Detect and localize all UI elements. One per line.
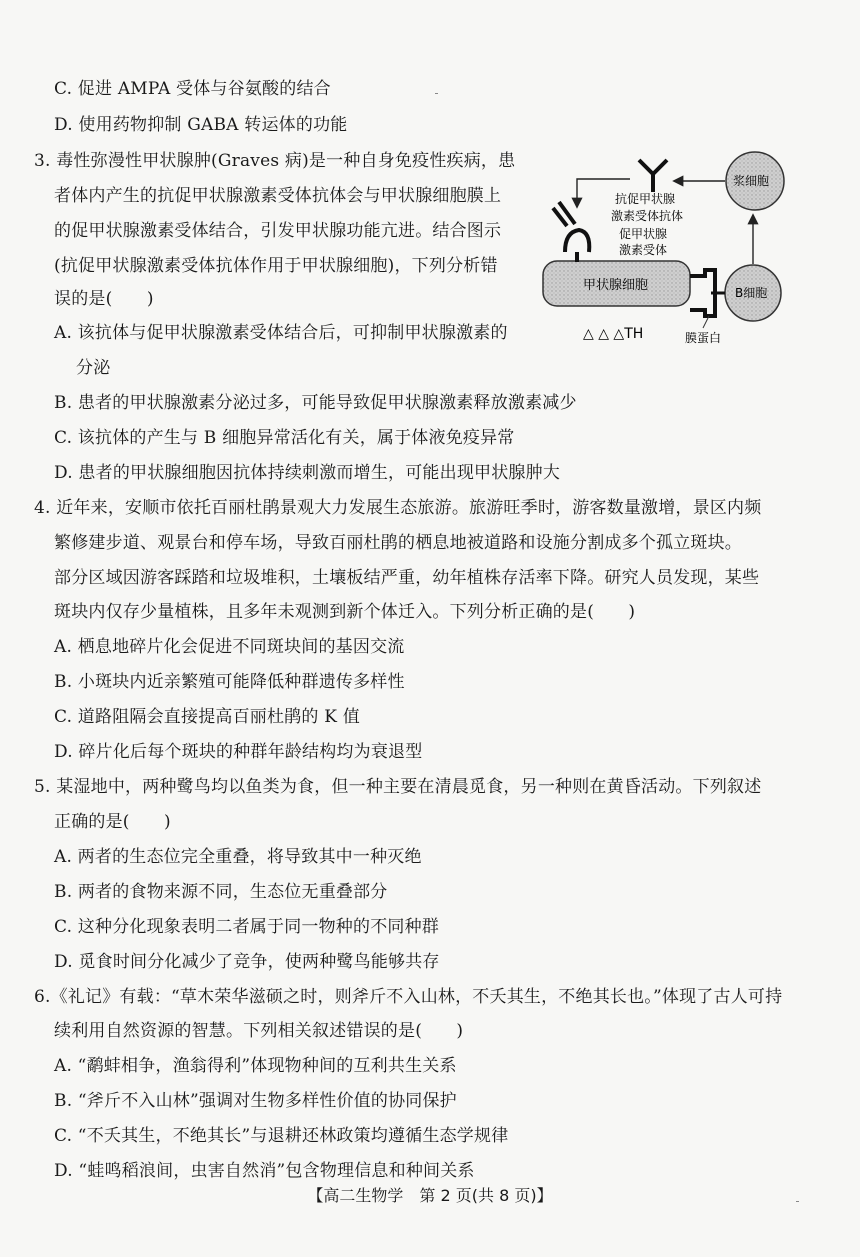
- th-label: △ △ △TH: [583, 326, 644, 342]
- q6-option-a: A. “鹬蚌相争，渔翁得利”体现物种间的互利共生关系: [54, 1056, 457, 1076]
- b-cell-label: B细胞: [735, 286, 768, 300]
- q6-option-d: D. “蛙鸣稻浪间，虫害自然消”包含物理信息和种间关系: [54, 1161, 475, 1181]
- antibody-icon: [639, 160, 667, 192]
- q4-option-d: D. 碎片化后每个斑块的种群年龄结构均为衰退型: [54, 742, 423, 762]
- q5-option-b: B. 两者的食物来源不同，生态位无重叠部分: [54, 882, 388, 902]
- q3-option-a: A. 该抗体与促甲状腺激素受体结合后，可抑制甲状腺激素的: [54, 323, 508, 343]
- thyroid-cell-label: 甲状腺细胞: [583, 278, 649, 293]
- q4-option-c: C. 道路阻隔会直接提高百丽杜鹃的 K 值: [54, 707, 360, 727]
- plasma-cell-label: 浆细胞: [733, 174, 770, 188]
- q6-stem-line-2: 续利用自然资源的智慧。下列相关叙述错误的是( ): [54, 1021, 464, 1041]
- q5-option-d: D. 觅食时间分化减少了竞争，使两种鹭鸟能够共存: [54, 952, 440, 972]
- q3-stem-line-3: 的促甲状腺激素受体结合，引发甲状腺功能亢进。结合图示: [54, 221, 502, 241]
- graves-diagram: [535, 146, 835, 356]
- q5-stem-line-2: 正确的是( ): [54, 812, 171, 832]
- q5-option-c: C. 这种分化现象表明二者属于同一物种的不同种群: [54, 917, 440, 937]
- q4-stem-line-3: 部分区域因游客踩踏和垃圾堆积，土壤板结严重，幼年植株存活率下降。研究人员发现，某些: [54, 568, 760, 588]
- membrane-protein-label: 膜蛋白: [685, 331, 722, 345]
- q3-option-a-cont: 分泌: [76, 358, 111, 378]
- q3-stem-line-4: (抗促甲状腺激素受体抗体作用于甲状腺细胞)，下列分析错: [54, 256, 498, 276]
- receptor-label-2: 激素受体: [619, 243, 668, 257]
- q2-option-d: D. 使用药物抑制 GABA 转运体的功能: [54, 115, 348, 135]
- q4-stem-line-4: 斑块内仅存少量植株，且多年未观测到新个体迁入。下列分析正确的是( ): [54, 602, 636, 622]
- q5-stem-line-1: 5. 某湿地中，两种鹭鸟均以鱼类为食，但一种主要在清晨觅食，另一种则在黄昏活动。下列叙述: [34, 777, 762, 797]
- q3-stem-line-2: 者体内产生的抗促甲状腺激素受体抗体会与甲状腺细胞膜上: [54, 186, 502, 206]
- antibody-label-1: 抗促甲状腺: [615, 192, 676, 206]
- q4-stem-line-2: 繁修建步道、观景台和停车场，导致百丽杜鹃的栖息地被道路和设施分割成多个孤立斑块。: [54, 533, 742, 553]
- q3-stem-line-1: 3. 毒性弥漫性甲状腺肿(Graves 病)是一种自身免疫性疾病，患: [34, 151, 516, 171]
- q6-stem-line-1: 6.《礼记》有载：“草木荣华滋硕之时，则斧斤不入山林，不夭其生，不绝其长也。”体现了古人可持: [34, 987, 783, 1007]
- antibody-label-2: 激素受体抗体: [611, 209, 684, 223]
- q4-option-a: A. 栖息地碎片化会促进不同斑块间的基因交流: [54, 637, 405, 657]
- q4-option-b: B. 小斑块内近亲繁殖可能降低种群遗传多样性: [54, 672, 405, 692]
- receptor-label-1: 促甲状腺: [619, 227, 668, 241]
- q5-option-a: A. 两者的生态位完全重叠，将导致其中一种灭绝: [54, 847, 422, 867]
- scan-speck: [435, 93, 438, 94]
- q2-option-c: C. 促进 AMPA 受体与谷氨酸的结合: [54, 79, 331, 99]
- scan-speck: [796, 1201, 799, 1202]
- q3-option-c: C. 该抗体的产生与 B 细胞异常活化有关，属于体液免疫异常: [54, 428, 515, 448]
- q3-option-d: D. 患者的甲状腺细胞因抗体持续刺激而增生，可能出现甲状腺肿大: [54, 463, 561, 483]
- q3-stem-line-5: 误的是( ): [54, 289, 154, 309]
- q6-option-b: B. “斧斤不入山林”强调对生物多样性价值的协同保护: [54, 1091, 457, 1111]
- bound-receptor-icon: [553, 202, 589, 262]
- q3-option-b: B. 患者的甲状腺激素分泌过多，可能导致促甲状腺激素释放激素减少: [54, 393, 577, 413]
- q4-stem-line-1: 4. 近年来，安顺市依托百丽杜鹃景观大力发展生态旅游。旅游旺季时，游客数量激增，景区内频: [34, 498, 762, 518]
- page-footer: 【高二生物学 第 2 页(共 8 页)】: [307, 1186, 553, 1205]
- q6-option-c: C. “不夭其生，不绝其长”与退耕还林政策均遵循生态学规律: [54, 1126, 509, 1146]
